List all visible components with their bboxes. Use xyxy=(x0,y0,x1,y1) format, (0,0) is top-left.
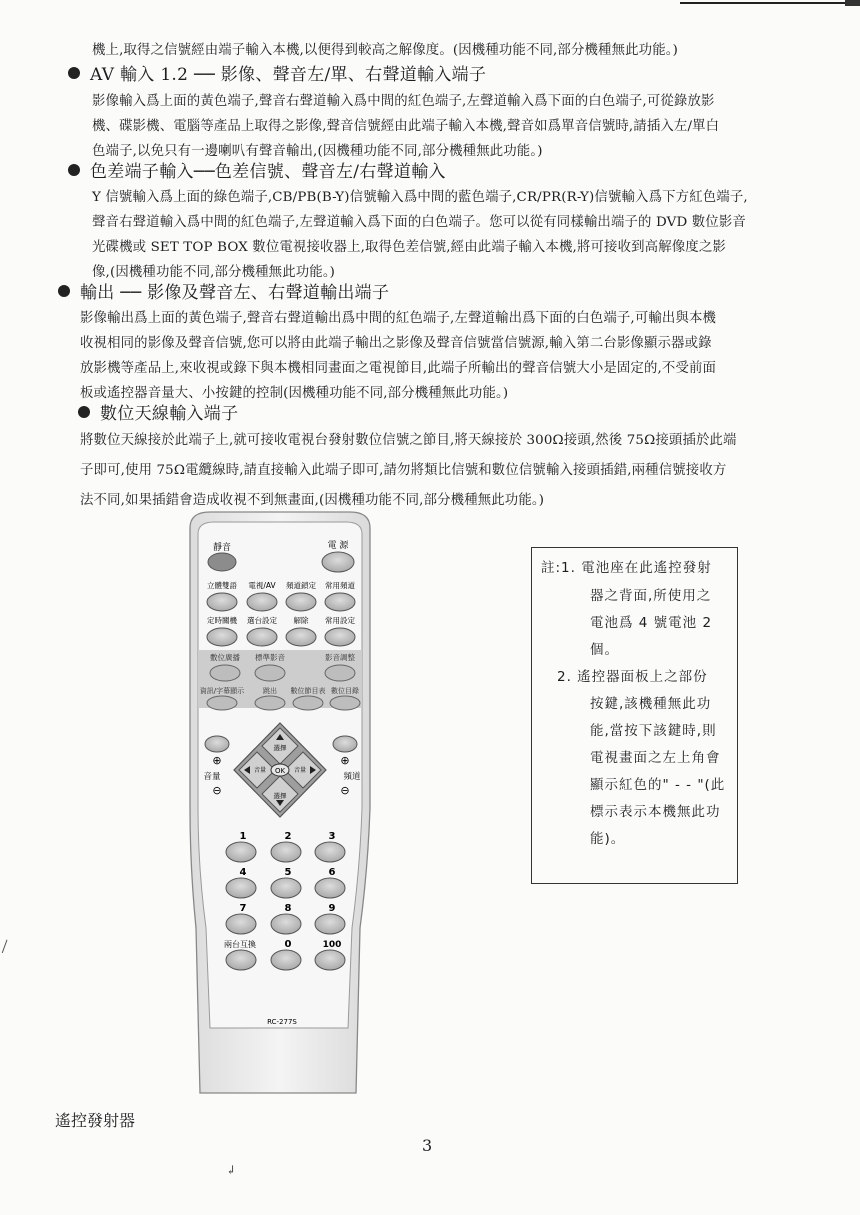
volume-label: 音量 xyxy=(203,772,221,782)
volume-minus-icon: ⊖ xyxy=(212,784,222,797)
note-line: 標示表示本機無此功 xyxy=(590,804,721,820)
note-line: 註:1. 電池座在此遙控發射 xyxy=(541,560,712,576)
section-text-line: 收視相同的影像及聲音信號,您可以將由此端子輸出之影像及聲音信號當信號源,輸入第二台影像顯示器或錄 xyxy=(80,336,712,351)
swap-label: 兩台互換 xyxy=(224,940,256,949)
section-text-line: 子即可,使用 75Ω電纜線時,請直接輸入此端子即可,請勿將類比信號和數位信號輸入接頭插錯,兩種信號接收方 xyxy=(80,463,727,478)
channel-setup-button[interactable] xyxy=(247,628,277,646)
digit-1-label: 1 xyxy=(239,831,247,842)
note-line: 按鍵,該機種無此功 xyxy=(590,696,712,712)
channel-plus-icon: ⊕ xyxy=(340,754,350,767)
tv-av-button[interactable] xyxy=(247,593,277,611)
note-line: 電池爲 4 號電池 2 xyxy=(590,615,713,631)
digit-1-button[interactable] xyxy=(226,842,256,862)
continued-paragraph: 機上,取得之信號經由端子輸入本機,以便得到較高之解像度。(因機種功能不同,部分機種無此功能。) xyxy=(92,43,678,58)
power-label: 電 源 xyxy=(327,541,349,551)
section-heading-component-input: 色差端子輸入──色差信號、聲音左/右聲道輸入 xyxy=(68,160,446,184)
digit-8-button[interactable] xyxy=(271,914,301,934)
av-adjust-button[interactable] xyxy=(325,665,355,681)
margin-mark xyxy=(2,940,11,955)
note-line: 2. 遙控器面板上之部份 xyxy=(557,669,708,685)
digit-0-button[interactable] xyxy=(271,950,301,970)
digit-100-button[interactable] xyxy=(315,950,345,970)
channel-minus-icon: ⊖ xyxy=(340,784,350,797)
channel-lock-label: 頻道鎖定 xyxy=(286,581,316,590)
sleep-timer-label: 定時關機 xyxy=(207,616,237,625)
digit-6-label: 6 xyxy=(328,867,336,878)
digit-3-label: 3 xyxy=(328,831,336,842)
digit-5-button[interactable] xyxy=(271,878,301,898)
channel-label: 頻道 xyxy=(343,772,361,782)
release-button[interactable] xyxy=(286,628,316,646)
sleep-timer-button[interactable] xyxy=(207,628,237,646)
model-number: RC-277S xyxy=(267,1018,297,1026)
bullet-icon xyxy=(68,67,80,79)
digit-9-label: 9 xyxy=(328,903,336,914)
digital-menu-label: 數位目錄 xyxy=(331,687,359,695)
standard-av-button[interactable] xyxy=(255,665,285,681)
channel-setup-label: 選台設定 xyxy=(247,616,277,625)
section-text-line: Y 信號輸入爲上面的綠色端子,CB/PB(B-Y)信號輸入爲中間的藍色端子,CR/PR(R-Y)信號輸入爲下方紅色端子, xyxy=(92,190,748,205)
release-label: 解除 xyxy=(293,616,309,625)
note-line: 顯示紅色的" - - "(此 xyxy=(590,777,726,793)
exit-label: 跳出 xyxy=(263,687,277,695)
top-rule-corner xyxy=(845,0,860,6)
digital-broadcast-label: 數位廣播 xyxy=(210,653,240,662)
note-line: 電視畫面之左上角會 xyxy=(590,750,721,766)
bullet-icon xyxy=(78,406,90,418)
section-heading-av-input: AV 輸入 1.2 ── 影像、聲音左/單、右聲道輸入端子 xyxy=(68,63,486,87)
info-subtitle-label: 資訊/字幕顯示 xyxy=(199,687,245,695)
digit-9-button[interactable] xyxy=(315,914,345,934)
section-text-line: 光碟機或 SET TOP BOX 數位電視接收器上,取得色差信號,經由此端子輸入本機,將可接收到高解像度之影 xyxy=(92,240,726,255)
digit-3-button[interactable] xyxy=(315,842,345,862)
stereo-bilingual-label: 立體雙語 xyxy=(207,581,237,590)
bullet-icon xyxy=(58,285,70,297)
section-heading-digital-antenna: 數位天線輸入端子 xyxy=(78,402,238,426)
mute-label: 靜音 xyxy=(212,543,232,553)
nav-up-label: 選擇 xyxy=(273,744,287,752)
swap-button[interactable] xyxy=(226,950,256,970)
channel-side-top-button[interactable] xyxy=(333,736,357,752)
section-text-line: 法不同,如果插錯會造成收視不到無畫面,(因機種功能不同,部分機種無此功能。) xyxy=(80,493,545,508)
section-text-line: 像,(因機種功能不同,部分機種無此功能。) xyxy=(92,265,336,280)
standard-av-label: 標準影音 xyxy=(255,653,285,662)
page-number: 3 xyxy=(422,1136,433,1155)
stereo-bilingual-button[interactable] xyxy=(207,593,237,611)
digital-broadcast-button[interactable] xyxy=(210,665,240,681)
digit-8-label: 8 xyxy=(284,903,292,914)
ok-label: OK xyxy=(274,767,286,775)
favorite-channel-label: 常用頻道 xyxy=(325,581,355,590)
digit-6-button[interactable] xyxy=(315,878,345,898)
top-rule xyxy=(680,2,860,4)
favorite-setup-button[interactable] xyxy=(325,628,355,646)
epg-button[interactable] xyxy=(293,696,323,710)
digit-100-label: 100 xyxy=(322,940,342,950)
epg-label: 數位節目表 xyxy=(290,687,326,695)
section-text-line: 放影機等產品上,來收視或錄下與本機相同畫面之電視節目,此端子所輸出的聲音信號大小是固定的,不受前面 xyxy=(80,361,717,376)
remote-control-illustration xyxy=(180,508,380,1098)
favorite-setup-label: 常用設定 xyxy=(325,616,355,625)
section-text-line: 板或遙控器音量大、小按鍵的控制(因機種功能不同,部分機種無此功能。) xyxy=(80,386,509,401)
note-line: 器之背面,所使用之 xyxy=(590,588,712,604)
digit-0-label: 0 xyxy=(284,939,292,950)
exit-button[interactable] xyxy=(255,696,285,710)
power-button[interactable] xyxy=(322,552,354,572)
section-text-line: 影像輸入爲上面的黃色端子,聲音右聲道輸入爲中間的紅色端子,左聲道輸入爲下面的白色端子,可從錄放影 xyxy=(92,94,715,109)
section-text-line: 將數位天線接於此端子上,就可接收電視台發射數位信號之節目,將天線接於 300Ω接頭,然後 75Ω接頭插於此端 xyxy=(80,433,737,448)
info-subtitle-button[interactable] xyxy=(207,696,237,710)
digit-2-label: 2 xyxy=(284,831,292,842)
section-text-line: 影像輸出爲上面的黃色端子,聲音右聲道輸出爲中間的紅色端子,左聲道輸出爲下面的白色端子,可輸出與本機 xyxy=(80,311,717,326)
stray-mark: ↲ xyxy=(226,1163,237,1177)
channel-lock-button[interactable] xyxy=(286,593,316,611)
section-heading-output: 輸出 ── 影像及聲音左、右聲道輸出端子 xyxy=(58,281,389,305)
note-line: 能)。 xyxy=(590,831,626,847)
volume-plus-icon: ⊕ xyxy=(212,754,222,767)
digit-2-button[interactable] xyxy=(271,842,301,862)
tv-av-label: 電視/AV xyxy=(248,581,276,590)
digit-4-button[interactable] xyxy=(226,878,256,898)
favorite-channel-button[interactable] xyxy=(325,593,355,611)
digit-5-label: 5 xyxy=(284,867,292,878)
nav-right-label: 音量 xyxy=(293,767,307,774)
figure-caption: 遙控發射器 xyxy=(55,1111,136,1130)
section-text-line: 聲音右聲道輸入爲中間的紅色端子,左聲道輸入爲下面的白色端子。您可以從有同樣輸出端子的 DVD 數位影音 xyxy=(92,215,746,230)
digital-menu-button[interactable] xyxy=(330,696,360,710)
volume-side-top-button[interactable] xyxy=(205,736,229,752)
section-text-line: 色端子,以免只有一邊喇叭有聲音輸出,(因機種功能不同,部分機種無此功能。) xyxy=(92,144,543,159)
bullet-icon xyxy=(68,164,80,176)
mute-button[interactable] xyxy=(208,553,236,571)
note-line: 能,當按下該鍵時,則 xyxy=(590,723,717,739)
nav-left-label: 音量 xyxy=(253,767,267,774)
digit-4-label: 4 xyxy=(239,867,247,878)
digit-7-button[interactable] xyxy=(226,914,256,934)
av-adjust-label: 影音調整 xyxy=(325,653,355,662)
note-line: 個。 xyxy=(590,642,619,658)
digit-7-label: 7 xyxy=(239,903,247,914)
section-text-line: 機、碟影機、電腦等產品上取得之影像,聲音信號經由此端子輸入本機,聲音如爲單音信號時,請插入左/單白 xyxy=(92,119,720,134)
nav-down-label: 選擇 xyxy=(273,792,287,800)
